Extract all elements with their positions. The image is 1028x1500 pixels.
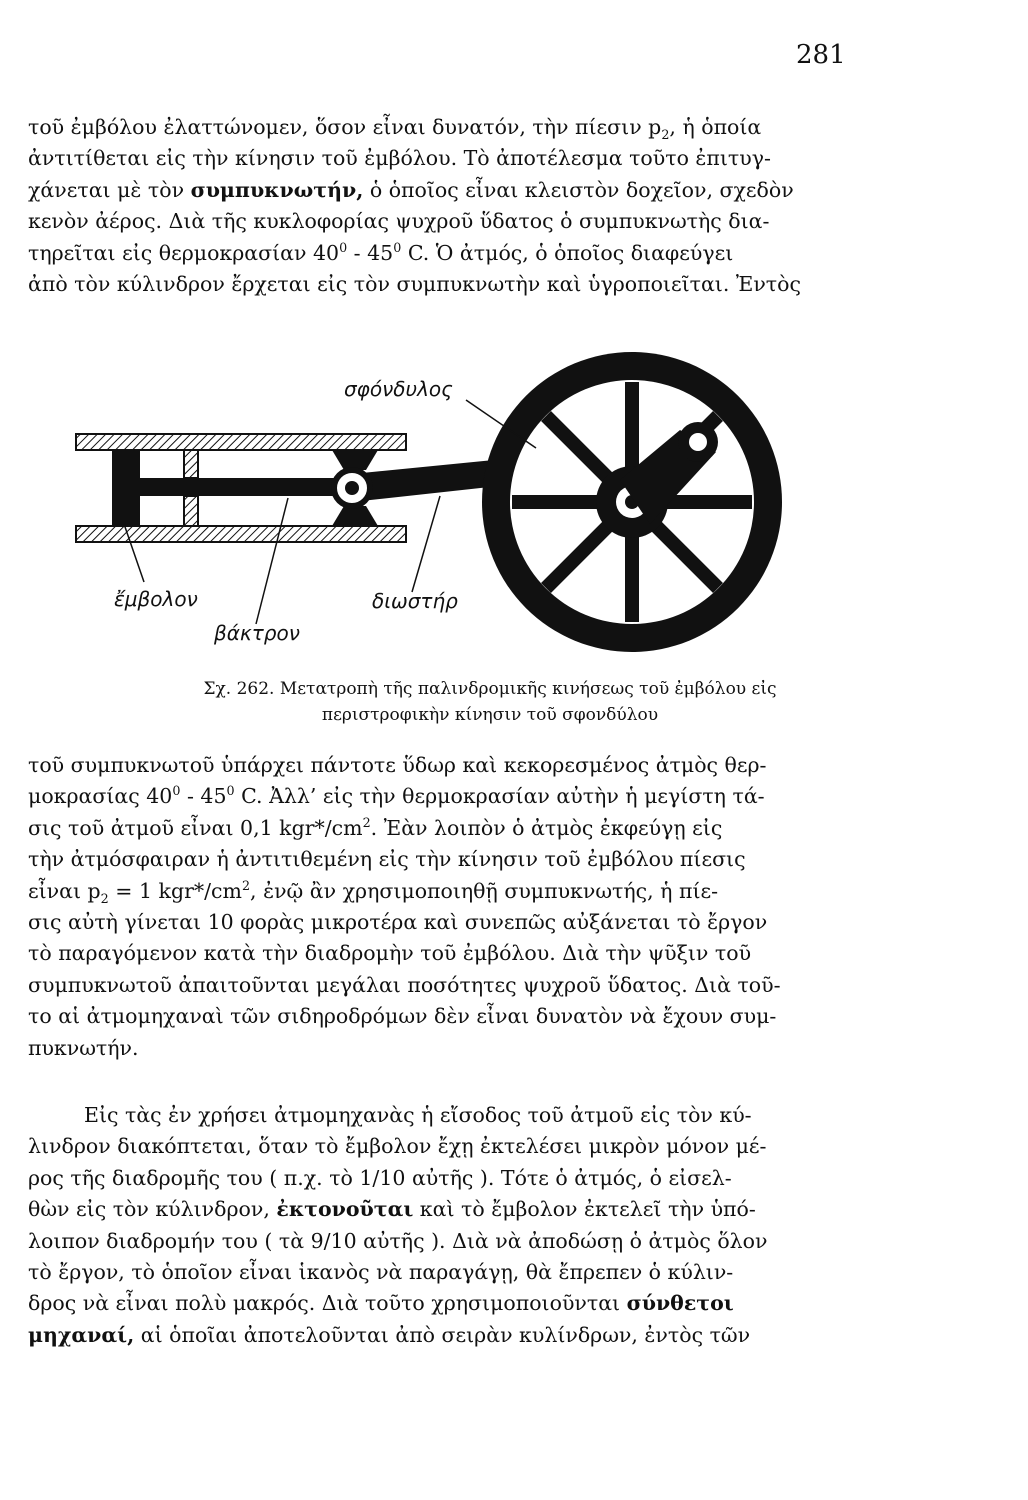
paragraph-3 [28, 1100, 844, 1351]
text-line: θὼν εἰς τὸν κύλινδρον, ἐκτονοῦται καὶ τὸ ἔμβολον ἐκτελεῖ τὴν ὑπό- [28, 1197, 756, 1222]
crosshead-guide-top [332, 450, 378, 470]
steam-engine-diagram [60, 352, 870, 682]
steam-engine-figure [60, 352, 870, 682]
crank-pin-center [689, 433, 707, 451]
bold-term: ἐκτονοῦται [276, 1197, 414, 1222]
text-line: τὸ παραγόμενον κατὰ τὴν διαδρομὴν τοῦ ἐμβόλου. Διὰ τὴν ψῦξιν τοῦ [28, 941, 752, 966]
bold-term: μηχαναί, [28, 1322, 135, 1347]
page-number: 281 [796, 40, 846, 70]
text-line: σις τοῦ ἀτμοῦ εἶναι 0,1 $kgr*/cm^2$. Ἐὰν λοιπὸν ὁ ἀτμὸς ἐκφεύγῃ εἰς [28, 814, 723, 840]
piston-rod [140, 478, 350, 496]
text-line: ἀπὸ τὸν κύλινδρον ἔρχεται εἰς τὸν συμπυκνωτὴν καὶ ὑγροποιεῖται. Ἐντὸς [28, 272, 801, 297]
crosshead-pin-center [345, 481, 359, 495]
bold-term: συμπυκνωτήν, [190, 177, 364, 202]
cylinder-top-wall [76, 434, 406, 450]
text-line: συμπυκνωτοῦ ἀπαιτοῦνται μεγάλαι ποσότητες ψυχροῦ ὕδατος. Διὰ τοῦ- [28, 972, 781, 997]
piston [112, 450, 140, 526]
paragraph-2 [28, 750, 844, 1064]
cylinder-gland-top [184, 450, 198, 478]
text-line: μοκρασίας $40^0 - 45^0$ C. Ἀλλ’ εἰς τὴν θερμοκρασίαν αὐτὴν ἡ μεγίστη τά- [28, 783, 765, 809]
bold-term: σύνθετοι [626, 1291, 734, 1316]
label-guide: διωστήρ [372, 589, 458, 613]
text-line: εἶναι $p_2 = 1$ $kgr*/cm^2$, ἐνῷ ἂν χρησιμοποιηθῇ συμπυκνωτής, ἡ πίε- [28, 877, 719, 906]
text-line: λινδρον διακόπτεται, ὅταν τὸ ἔμβολον ἔχῃ ἐκτελέσει μικρὸν μόνον μέ- [28, 1134, 767, 1159]
text-line: τοῦ συμπυκνωτοῦ ὑπάρχει πάντοτε ὕδωρ καὶ κεκορεσμένος ἀτμὸς θερ- [28, 753, 767, 777]
figure-caption [150, 676, 830, 728]
text-line: τηρεῖται εἰς θερμοκρασίαν $40^0 - 45^0$ C. Ὁ ἀτμός, ὁ ὁποῖος διαφεύγει [28, 239, 734, 265]
label-rod: βάκτρον [214, 621, 300, 645]
label-piston: ἔμβολον [114, 587, 198, 611]
text-line: λοιπον διαδρομήν του ( τὰ 9/10 αὐτῆς ). Διὰ νὰ ἀποδώσῃ ὁ ἀτμὸς ὅλον [28, 1228, 768, 1253]
text-line: το αἱ ἀτμομηχαναὶ τῶν σιδηροδρόμων δὲν εἶναι δυνατὸν νὰ ἔχουν συμ- [28, 1004, 777, 1029]
cylinder-gland-bottom [184, 496, 198, 526]
text-line: ρος τῆς διαδρομῆς του ( π.χ. τὸ 1/10 αὐτῆς ). Τότε ὁ ἀτμός, ὁ εἰσελ- [28, 1165, 732, 1190]
paragraph-1 [28, 112, 844, 300]
text-line: πυκνωτήν. [28, 1035, 139, 1060]
text-line: ἀντιτίθεται εἰς τὴν κίνησιν τοῦ ἐμβόλου. Τὸ ἀποτέλεσμα τοῦτο ἐπιτυγ- [28, 146, 771, 171]
text-line: Εἰς τὰς ἐν χρήσει ἀτμομηχανὰς ἡ εἴσοδος τοῦ ἀτμοῦ εἰς τὸν κύ- [84, 1103, 752, 1127]
text-line: τὴν ἀτμόσφαιραν ἡ ἀντιτιθεμένη εἰς τὴν κίνησιν τοῦ ἐμβόλου πίεσις [28, 847, 746, 872]
text-line: δρος νὰ εἶναι πολὺ μακρός. Διὰ τοῦτο χρησιμοποιοῦνται σύνθετοι [28, 1291, 734, 1316]
text-line: τοῦ ἐμβόλου ἐλαττώνομεν, ὅσον εἶναι δυνατόν, τὴν πίεσιν $p_2$, ἡ ὁποία [28, 115, 762, 143]
text-line: τὸ ἔργον, τὸ ὁποῖον εἶναι ἱκανὸς νὰ παραγάγῃ, θὰ ἔπρεπεν ὁ κύλιν- [28, 1260, 734, 1285]
text-line: κενὸν ἀέρος. Διὰ τῆς κυκλοφορίας ψυχροῦ ὕδατος ὁ συμπυκνωτὴς δια- [28, 209, 770, 234]
caption-line: Σχ. 262. Μετατροπὴ τῆς παλινδρομικῆς κινήσεως τοῦ ἐμβόλου εἰς [203, 679, 777, 699]
text-line: μηχαναί, αἱ ὁποῖαι ἀποτελοῦνται ἀπὸ σειρὰν κυλίνδρων, ἐντὸς τῶν [28, 1322, 751, 1347]
caption-line: περιστροφικὴν κίνησιν τοῦ σφονδύλου [321, 705, 659, 725]
crosshead-guide-bottom [332, 506, 378, 526]
label-flywheel: σφόνδυλος [344, 377, 453, 401]
text-line: σις αὐτὴ γίνεται 10 φορὰς μικροτέρα καὶ συνεπῶς αὐξάνεται τὸ ἔργον [28, 910, 768, 935]
text-line: χάνεται μὲ τὸν συμπυκνωτήν, ὁ ὁποῖος εἶναι κλειστὸν δοχεῖον, σχεδὸν [28, 177, 794, 202]
